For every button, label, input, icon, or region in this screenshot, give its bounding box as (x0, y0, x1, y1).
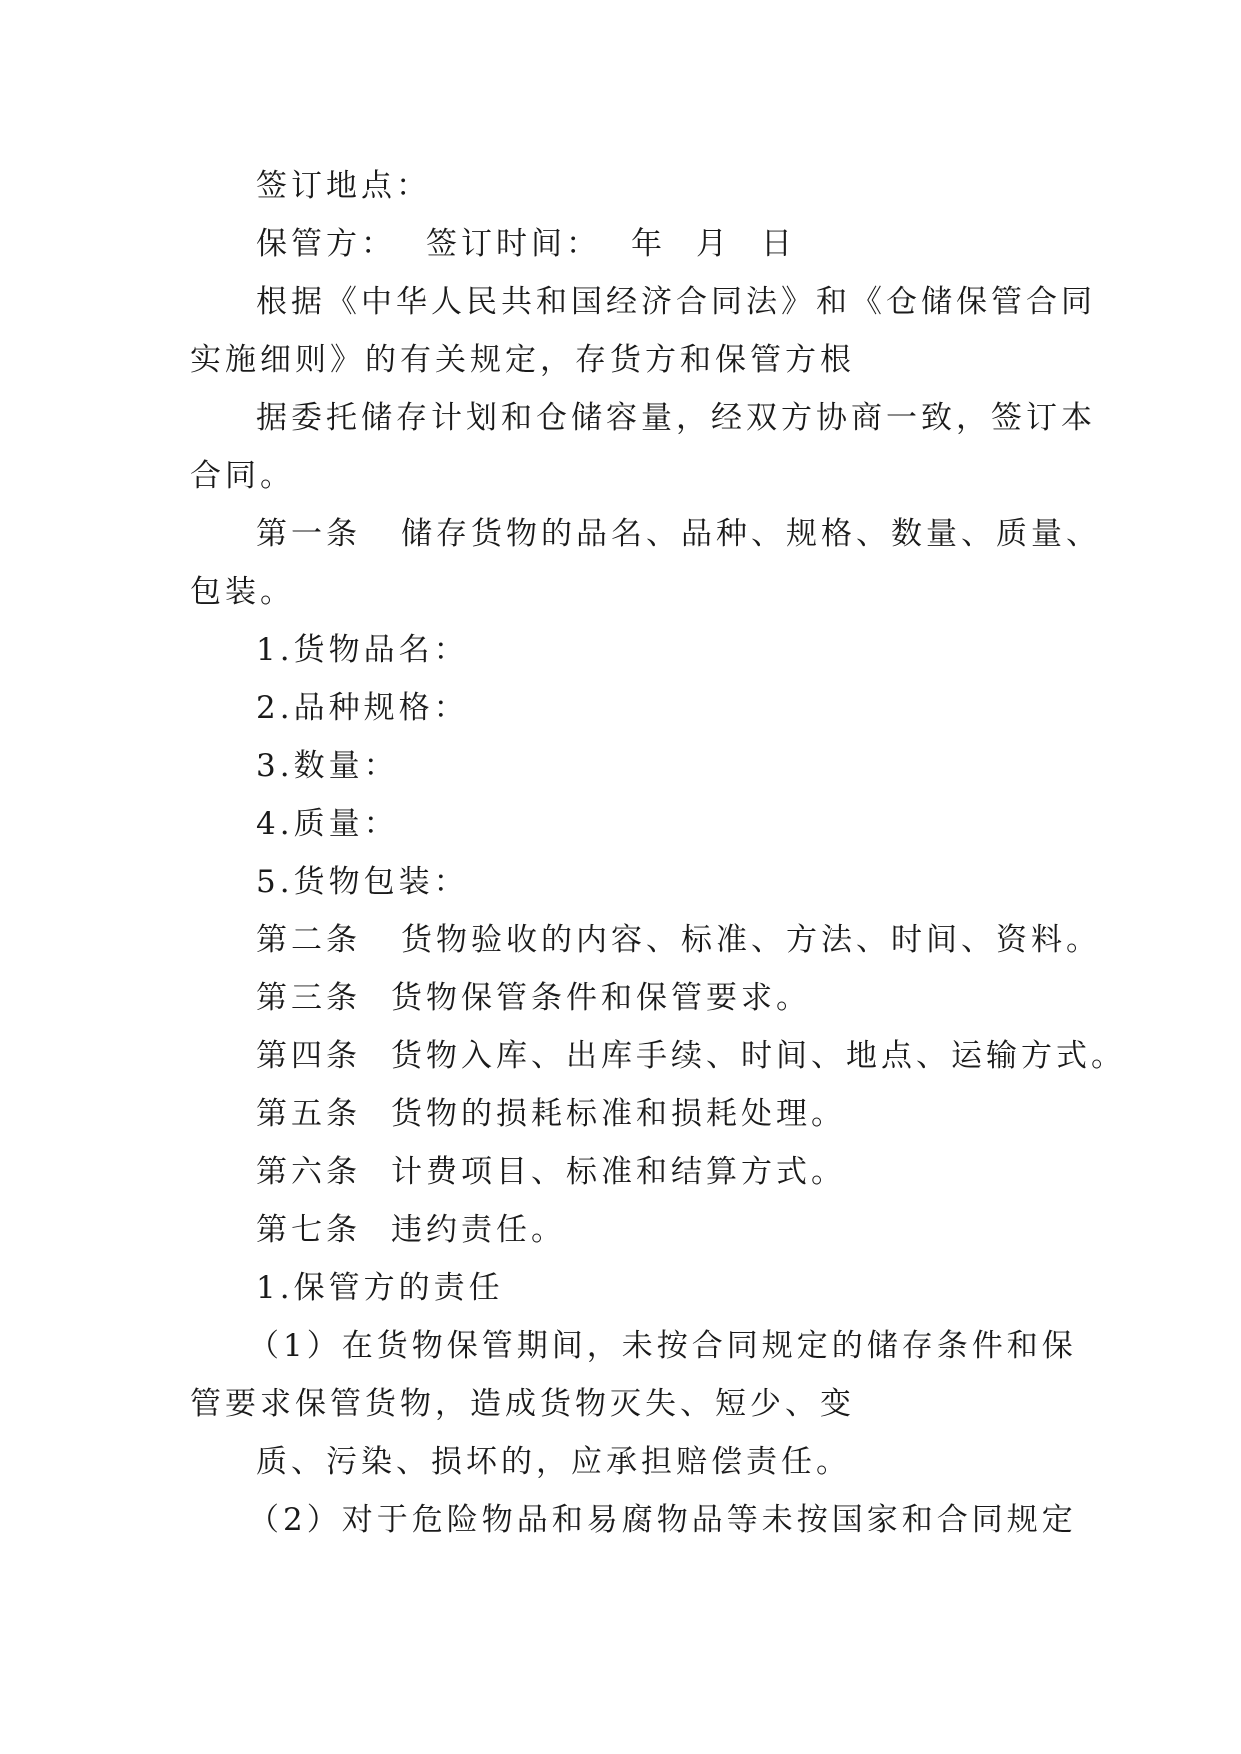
responsibility-2-line-1: （2）对于危险物品和易腐物品等未按国家和合同规定 (248, 1502, 1077, 1538)
article-1-continuation: 包装。 (190, 574, 295, 610)
article-7-line (256, 1210, 566, 1250)
article-4-text: 货物入库、出库手续、时间、地点、运输方式。 (391, 1038, 1126, 1074)
article-6-line (256, 1152, 846, 1192)
article-7-text: 违约责任。 (391, 1212, 566, 1248)
sign-place-label: 签订地点： (256, 168, 431, 204)
article-4-line (256, 1036, 1126, 1076)
article-5-heading: 第五条 (256, 1096, 361, 1132)
intro-line-4: 合同。 (190, 458, 295, 494)
item-1: 1.货物品名： (256, 632, 469, 668)
sign-time-label: 签订时间： (426, 226, 601, 262)
article-1-line (256, 514, 1101, 554)
article-5-line (256, 1094, 846, 1134)
article-6-text: 计费项目、标准和结算方式。 (391, 1154, 846, 1190)
responsibility-1-line-2: 管要求保管货物，造成货物灭失、短少、变 (190, 1386, 855, 1422)
intro-line-1: 根据《中华人民共和国经济合同法》和《仓储保管合同 (256, 284, 1096, 320)
article-3-heading: 第三条 (256, 980, 361, 1016)
custodian-label: 保管方： (256, 226, 396, 262)
article-7-heading: 第七条 (256, 1212, 361, 1248)
year-label: 年 (631, 226, 666, 262)
day-label: 日 (761, 226, 796, 262)
article-4-heading: 第四条 (256, 1038, 361, 1074)
article-1-heading: 第一条 (256, 516, 361, 552)
responsibility-1-line-1: （1）在货物保管期间，未按合同规定的储存条件和保 (248, 1328, 1077, 1364)
item-2: 2.品种规格： (256, 690, 469, 726)
article-2-text: 货物验收的内容、标准、方法、时间、资料。 (401, 922, 1101, 958)
responsibility-1-line-3: 质、污染、损坏的，应承担赔偿责任。 (256, 1444, 851, 1480)
article-3-line (256, 978, 811, 1018)
custodian-responsibility-heading: 1.保管方的责任 (256, 1270, 504, 1306)
sign-place-line (256, 166, 431, 206)
item-4: 4.质量： (256, 806, 399, 842)
intro-line-2: 实施细则》的有关规定，存货方和保管方根 (190, 342, 855, 378)
article-5-text: 货物的损耗标准和损耗处理。 (391, 1096, 846, 1132)
article-2-heading: 第二条 (256, 922, 361, 958)
month-label: 月 (696, 226, 731, 262)
article-2-line (256, 920, 1101, 960)
intro-line-3: 据委托储存计划和仓储容量，经双方协商一致，签订本 (256, 400, 1096, 436)
article-3-text: 货物保管条件和保管要求。 (391, 980, 811, 1016)
article-1-text: 储存货物的品名、品种、规格、数量、质量、 (401, 516, 1101, 552)
article-6-heading: 第六条 (256, 1154, 361, 1190)
item-3: 3.数量： (256, 748, 399, 784)
custodian-time-line (256, 224, 796, 264)
item-5: 5.货物包装： (256, 864, 469, 900)
